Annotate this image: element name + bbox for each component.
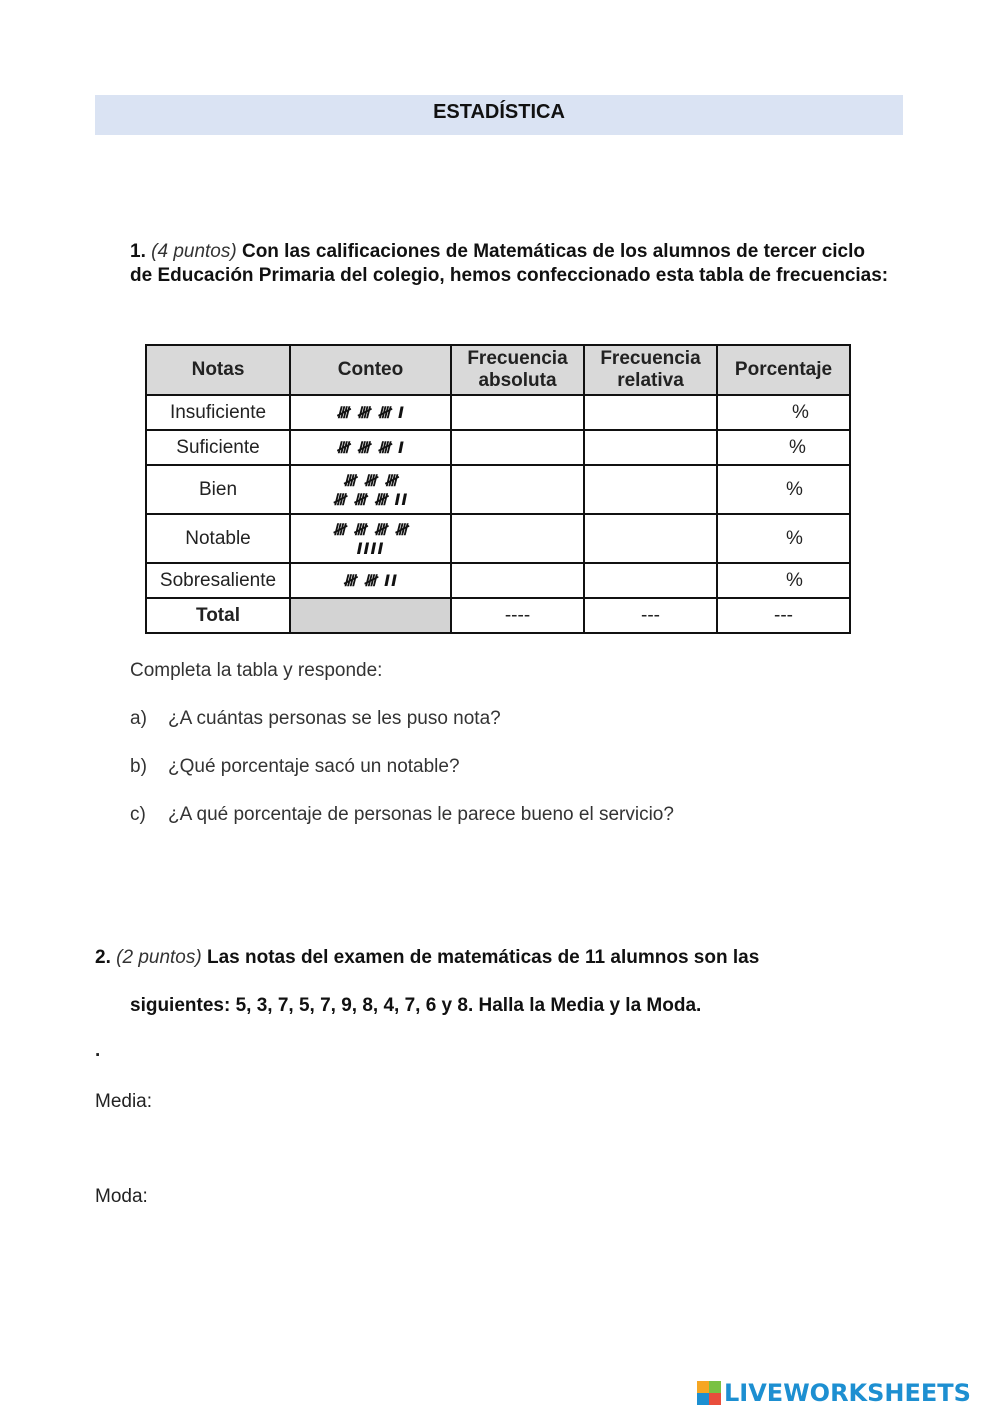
pct-sign: % xyxy=(786,569,803,591)
question-number: 2. xyxy=(95,947,111,968)
instruction-text: Completa la tabla y responde: xyxy=(130,660,383,681)
tally-marks: 𝍸 𝍸 II xyxy=(342,571,399,590)
page-title: ESTADÍSTICA xyxy=(95,95,903,135)
total-label: Total xyxy=(146,598,290,633)
pct-input-cell[interactable] xyxy=(717,563,850,598)
table-row xyxy=(146,563,850,598)
pct-sign: % xyxy=(789,436,806,458)
question-text: Las notas del examen de matemáticas de 11 alumnos son las xyxy=(206,947,760,968)
rel-freq-input-cell[interactable] xyxy=(584,395,717,430)
frequency-table xyxy=(145,344,851,634)
pct-sign: % xyxy=(786,527,803,549)
question-points: (4 puntos) xyxy=(151,241,237,262)
rel-freq-input-cell[interactable] xyxy=(584,563,717,598)
media-label: Media: xyxy=(95,1091,153,1112)
rel-freq-input-cell[interactable] xyxy=(584,465,717,514)
table-total-row xyxy=(146,598,850,633)
table-row xyxy=(146,514,850,563)
tally-marks: 𝍸 𝍸 𝍸 xyxy=(342,470,399,490)
nota-cell: Sobresaliente xyxy=(146,563,290,598)
header-abs-line1: Frecuencia xyxy=(467,348,568,369)
header-notas: Notas xyxy=(146,345,290,395)
liveworksheets-logo-icon xyxy=(697,1381,721,1405)
moda-label: Moda: xyxy=(95,1186,148,1207)
liveworksheets-watermark xyxy=(697,1378,971,1408)
pct-sign: % xyxy=(786,478,803,500)
nota-cell: Insuficiente xyxy=(146,395,290,430)
header-rel-line2: relativa xyxy=(617,370,684,391)
tally-cell xyxy=(290,430,451,465)
question-c-letter: c) xyxy=(130,804,146,825)
watermark-text: LIVEWORKSHEETS xyxy=(724,1379,971,1407)
abs-freq-input-cell[interactable] xyxy=(451,465,584,514)
header-abs-line2: absoluta xyxy=(478,370,557,391)
question-1-statement xyxy=(130,240,890,288)
table-header-row xyxy=(146,345,850,395)
tally-cell xyxy=(290,514,451,563)
table-row xyxy=(146,465,850,514)
header-frecuencia-relativa xyxy=(584,345,717,395)
question-a-text: ¿A cuántas personas se les puso nota? xyxy=(168,708,501,729)
abs-freq-input-cell[interactable] xyxy=(451,563,584,598)
question-number: 1. xyxy=(130,241,146,262)
tally-marks: 𝍸 𝍸 𝍸 I xyxy=(336,438,405,457)
total-pct: --- xyxy=(717,598,850,633)
table-row xyxy=(146,430,850,465)
pct-input-cell[interactable] xyxy=(717,395,850,430)
header-conteo: Conteo xyxy=(290,345,451,395)
abs-freq-input-cell[interactable] xyxy=(451,430,584,465)
rel-freq-input-cell[interactable] xyxy=(584,514,717,563)
pct-input-cell[interactable] xyxy=(717,465,850,514)
question-text: Con las calificaciones de Matemáticas de los alumnos de tercer ciclo de Educación Primaria del colegio, hemos confeccionado esta tabla de frecuencias: xyxy=(130,241,889,286)
abs-freq-input-cell[interactable] xyxy=(451,514,584,563)
total-conteo-cell xyxy=(290,598,451,633)
question-b-text: ¿Qué porcentaje sacó un notable? xyxy=(168,756,460,777)
table-row xyxy=(146,395,850,430)
tally-marks: 𝍸 𝍸 𝍸 II xyxy=(332,489,409,509)
pct-sign: % xyxy=(792,401,809,423)
nota-cell: Bien xyxy=(146,465,290,514)
stray-dot: . xyxy=(95,1040,101,1061)
question-points: (2 puntos) xyxy=(116,947,202,968)
abs-freq-input-cell[interactable] xyxy=(451,395,584,430)
nota-cell: Suficiente xyxy=(146,430,290,465)
tally-marks: 𝍸 𝍸 𝍸 I xyxy=(336,403,405,422)
nota-cell: Notable xyxy=(146,514,290,563)
header-rel-line1: Frecuencia xyxy=(600,348,701,369)
question-2-line1 xyxy=(95,947,759,969)
tally-marks: IIII xyxy=(356,538,385,558)
question-c-text: ¿A qué porcentaje de personas le parece bueno el servicio? xyxy=(168,804,674,825)
rel-freq-input-cell[interactable] xyxy=(584,430,717,465)
total-rel: --- xyxy=(584,598,717,633)
tally-cell xyxy=(290,563,451,598)
tally-cell xyxy=(290,465,451,514)
pct-input-cell[interactable] xyxy=(717,514,850,563)
pct-input-cell[interactable] xyxy=(717,430,850,465)
question-2-line2: siguientes: 5, 3, 7, 5, 7, 9, 8, 4, 7, 6 y 8. Halla la Media y la Moda. xyxy=(130,995,702,1016)
header-frecuencia-absoluta xyxy=(451,345,584,395)
total-abs: ---- xyxy=(451,598,584,633)
question-a-letter: a) xyxy=(130,708,147,729)
question-b-letter: b) xyxy=(130,756,147,777)
tally-marks: 𝍸 𝍸 𝍸 𝍸 xyxy=(332,519,409,539)
tally-cell xyxy=(290,395,451,430)
header-porcentaje: Porcentaje xyxy=(717,345,850,395)
